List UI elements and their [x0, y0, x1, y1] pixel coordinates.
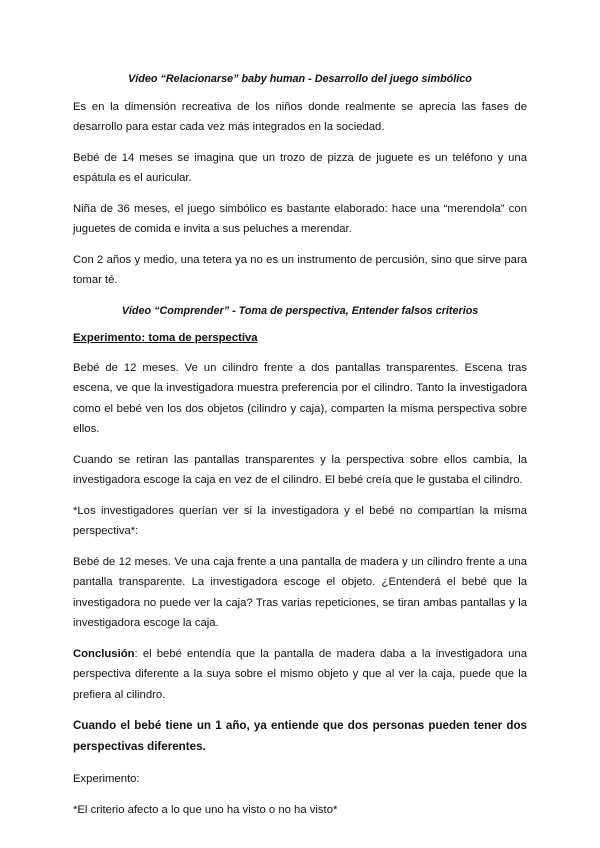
paragraph-intro: Es en la dimensión recreativa de los niños donde realmente se aprecia las fases de desarrollo para estar cada vez más integrados en la sociedad. [73, 100, 527, 133]
paragraph-key-finding: Cuando el bebé tiene un 1 año, ya entiende que dos personas pueden tener dos perspectivas diferentes. [73, 719, 527, 753]
paragraph-experiment-1: Bebé de 12 meses. Ve un cilindro frente a dos pantallas transparentes. Escena tras escena, ve que la investigadora muestra preferencia por el cilindro. Tanto la investigadora como el bebé ven los dos objetos (cilindro y caja), comparten la misma perspectiva sobre ellos. [73, 361, 527, 435]
conclusion-label: Conclusión [73, 647, 135, 660]
paragraph-researchers-note: *Los investigadores querían ver si la investigadora y el bebé no compartían la misma perspectiva*: [73, 504, 527, 537]
paragraph-2-5-years: Con 2 años y medio, una tetera ya no es un instrumento de percusión, sino que sirve para tomar té. [73, 253, 527, 286]
paragraph-experiment-label: Experimento: [73, 773, 140, 785]
document-page [73, 69, 527, 830]
paragraph-experiment-3: Bebé de 12 meses. Ve una caja frente a una pantalla de madera y un cilindro frente a una pantalla transparente. La investigadora escoge el objeto. ¿Entenderá el bebé que la investigadora no puede ver la caja? Tras varias repeticiones, se tiran ambas pantallas y la investigadora escoge la caja. [73, 555, 527, 629]
section-heading-relacionarse: Vídeo “Relacionarse” baby human - Desarrollo del juego simbólico [128, 73, 472, 85]
paragraph-36-months: Niña de 36 meses, el juego simbólico es bastante elaborado: hace una “merendola” con juguetes de comida e invita a sus peluches a merendar. [73, 202, 527, 235]
conclusion-text: : el bebé entendía que la pantalla de madera daba a la investigadora una perspectiva diferente a la suya sobre el mismo objeto y que al ver la caja, puede que la prefiera al cilindro. [73, 647, 527, 701]
subheading-experiment: Experimento: toma de perspectiva [73, 332, 258, 344]
paragraph-criterion-note: *El criterio afecto a lo que uno ha visto o no ha visto* [73, 803, 338, 816]
section-heading-comprender: Vídeo “Comprender” - Toma de perspectiva, Entender falsos criterios [121, 304, 479, 317]
paragraph-14-months: Bebé de 14 meses se imagina que un trozo de pizza de juguete es un teléfono y una espátula es el auricular. [73, 151, 527, 184]
paragraph-experiment-2: Cuando se retiran las pantallas transparentes y la perspectiva sobre ellos cambia, la investigadora escoge la caja en vez de el cilindro. El bebé creía que le gustaba el cilindro. [73, 453, 527, 486]
paragraph-conclusion [73, 644, 527, 706]
